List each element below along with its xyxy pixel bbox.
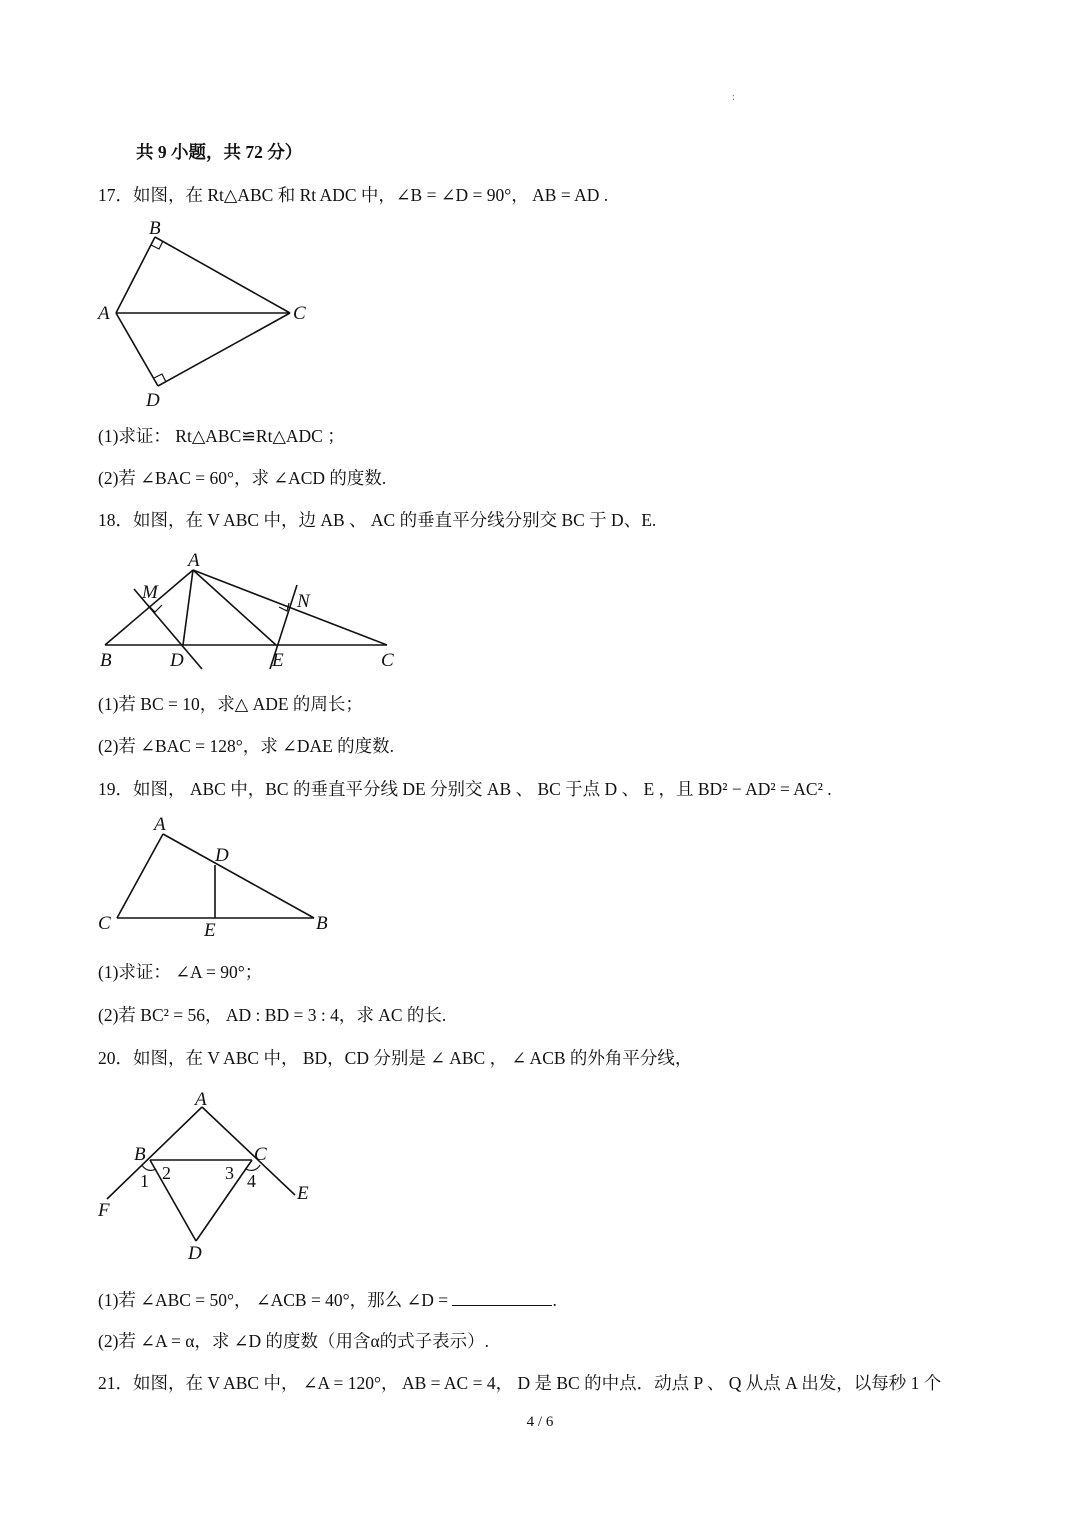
q18-label-c: C bbox=[381, 650, 394, 671]
q17-part2: (2)若 ∠BAC = 60°，求 ∠ACD 的度数. bbox=[98, 468, 387, 488]
q20-label-f: F bbox=[98, 1200, 110, 1221]
q19-part1: (1)求证： ∠A = 90°； bbox=[98, 962, 263, 982]
q20-part1-end: . bbox=[552, 1290, 557, 1310]
q20-label-d: D bbox=[188, 1243, 202, 1264]
q19-figure bbox=[92, 812, 352, 947]
q18-figure bbox=[92, 545, 402, 675]
q18-label-e: E bbox=[272, 650, 284, 671]
q19-stem: 19．如图， ABC 中，BC 的垂直平分线 DE 分别交 AB 、 BC 于点 D 、 E ，且 BD² − AD² = AC² . bbox=[98, 779, 832, 799]
q20-figure bbox=[92, 1085, 332, 1270]
q20-label-4: 4 bbox=[247, 1171, 256, 1191]
q20-part1 bbox=[98, 1288, 557, 1312]
q18-label-b: B bbox=[100, 650, 112, 671]
q18-label-a: A bbox=[188, 550, 200, 571]
q20-part1-text: (1)若 ∠ABC = 50°， ∠ACB = 40°，那么 ∠D = bbox=[98, 1290, 449, 1310]
q17-label-d: D bbox=[146, 390, 160, 411]
q19-label-d: D bbox=[215, 845, 229, 866]
q18-label-d: D bbox=[170, 650, 184, 671]
q17-label-a: A bbox=[98, 303, 110, 324]
q17-stem: 17．如图，在 Rt△ABC 和 Rt ADC 中，∠B = ∠D = 90°， AB = AD . bbox=[98, 185, 609, 205]
q20-label-a: A bbox=[195, 1089, 207, 1110]
q20-label-c: C bbox=[254, 1144, 267, 1165]
q18-label-m: M bbox=[142, 582, 158, 603]
q18-stem: 18．如图，在 V ABC 中，边 AB 、 AC 的垂直平分线分别交 BC 于 D、E. bbox=[98, 510, 657, 530]
q20-answer-blank bbox=[452, 1289, 552, 1306]
page-number: 4 / 6 bbox=[526, 1414, 554, 1430]
q20-label-2: 2 bbox=[162, 1163, 171, 1183]
q20-part2: (2)若 ∠A = α，求 ∠D 的度数（用含α的式子表示）. bbox=[98, 1331, 489, 1351]
q21-stem: 21．如图，在 V ABC 中， ∠A = 120°， AB = AC = 4， D 是 BC 的中点．动点 P 、 Q 从点 A 出发，以每秒 1 个 bbox=[98, 1373, 942, 1393]
q19-part2: (2)若 BC² = 56， AD : BD = 3 : 4，求 AC 的长. bbox=[98, 1005, 447, 1025]
q19-label-c: C bbox=[98, 913, 111, 934]
q17-part1: (1)求证： Rt△ABC≌Rt△ADC ； bbox=[98, 426, 345, 446]
q19-label-e: E bbox=[204, 920, 216, 941]
q19-label-b: B bbox=[316, 913, 328, 934]
q20-stem: 20．如图，在 V ABC 中， BD，CD 分别是 ∠ ABC ， ∠ ACB 的外角平分线， bbox=[98, 1048, 693, 1068]
q20-label-1: 1 bbox=[140, 1171, 149, 1191]
q17-label-b: B bbox=[149, 218, 161, 239]
q19-label-a: A bbox=[154, 814, 166, 835]
q20-label-b: B bbox=[134, 1144, 146, 1165]
q18-label-n: N bbox=[297, 591, 310, 612]
q17-figure bbox=[92, 212, 332, 412]
q20-label-3: 3 bbox=[225, 1163, 234, 1183]
corner-mark: : bbox=[732, 92, 735, 103]
q17-label-c: C bbox=[293, 303, 306, 324]
q18-part1: (1)若 BC = 10，求△ ADE 的周长； bbox=[98, 694, 363, 714]
q18-part2: (2)若 ∠BAC = 128°，求 ∠DAE 的度数. bbox=[98, 736, 395, 756]
section-header: 共 9 小题，共 72 分） bbox=[136, 142, 303, 162]
q20-label-e: E bbox=[297, 1183, 309, 1204]
